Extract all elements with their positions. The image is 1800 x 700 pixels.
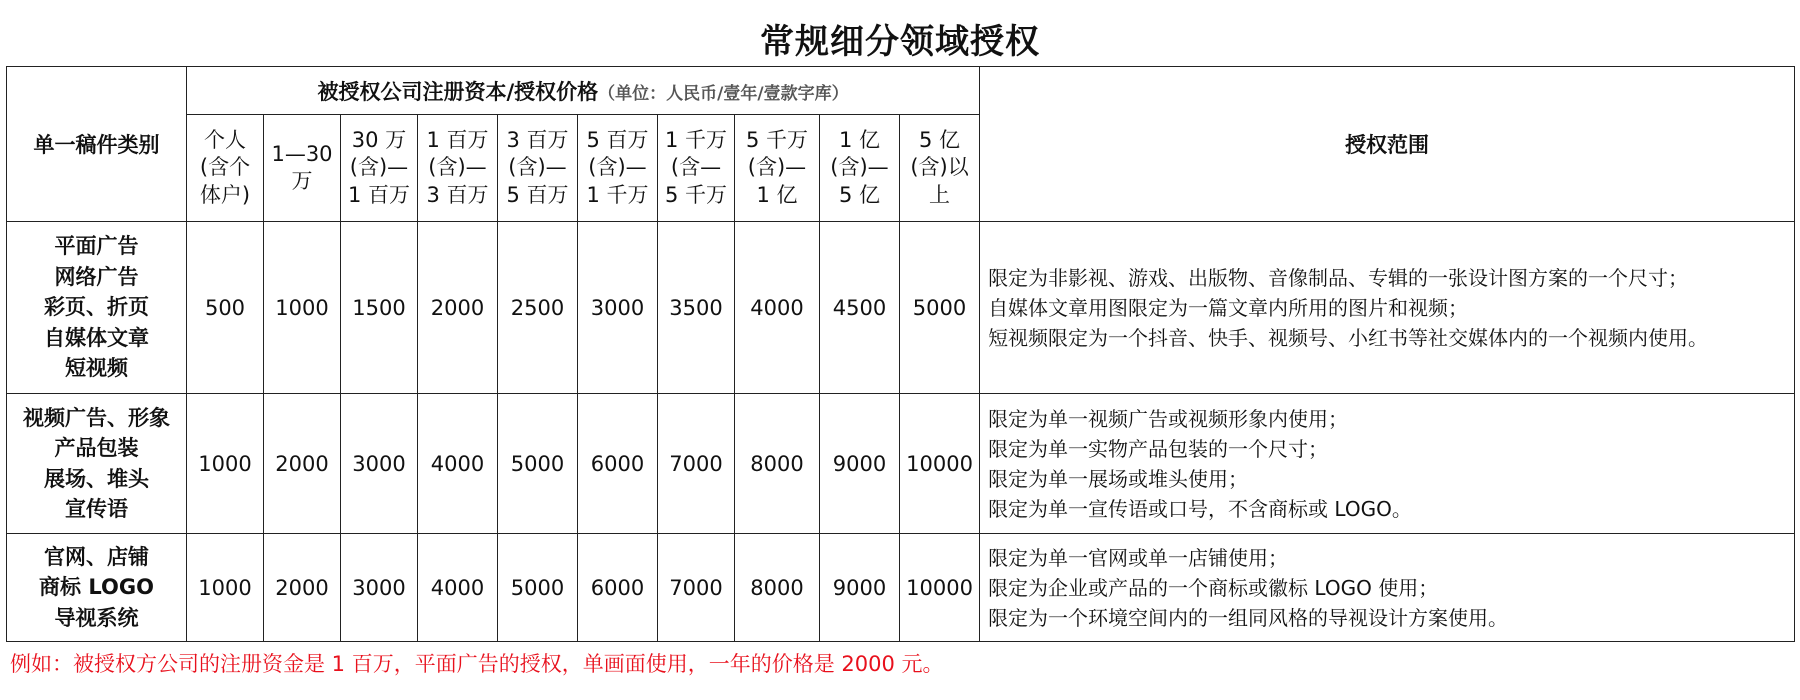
category-line: 自媒体文章 (44, 325, 149, 350)
tier-header-line: 5 千万 (745, 128, 809, 153)
price-cell: 9000 (820, 394, 900, 534)
tier-header (820, 115, 900, 222)
tier-header (264, 115, 341, 222)
tier-header (900, 115, 980, 222)
scope-line: 限定为一个环境空间内的一组同风格的导视设计方案使用。 (988, 605, 1509, 630)
scope-cell (980, 394, 1795, 534)
price-cell: 1000 (264, 222, 341, 394)
tier-header-line: 1 百万 (347, 182, 411, 207)
scope-line: 限定为单一官网或单一店铺使用； (988, 545, 1289, 570)
category-line: 官网、店铺 (44, 544, 149, 569)
price-cell: 1000 (187, 534, 264, 642)
tier-header (187, 115, 264, 222)
tier-header-line: 体户) (199, 182, 251, 207)
example-note: 例如：被授权方公司的注册资金是 1 百万，平面广告的授权，单画面使用，一年的价格是 2000 元。 (10, 652, 944, 676)
tier-header-line: 5 百万 (506, 182, 569, 207)
unit-label: （单位：人民币/壹年/壹款字库） (598, 83, 849, 104)
scope-line: 限定为非影视、游戏、出版物、音像制品、专辑的一张设计图方案的一个尺寸； (988, 265, 1689, 290)
price-cell: 9000 (820, 534, 900, 642)
scope-cell (980, 222, 1795, 394)
price-cell: 7000 (658, 394, 735, 534)
tier-header-line: (含)— (588, 155, 647, 180)
tier-header (498, 115, 578, 222)
scope-header: 授权范围 (980, 67, 1795, 222)
category-cell (7, 222, 187, 394)
category-line: 短视频 (65, 356, 128, 381)
price-cell: 4000 (418, 394, 498, 534)
category-line: 展场、堆头 (44, 466, 149, 491)
table-row (7, 394, 1795, 534)
category-line: 彩页、折页 (44, 295, 149, 320)
price-cell: 6000 (578, 394, 658, 534)
tier-header (418, 115, 498, 222)
tier-header-line: (含)以 (910, 155, 969, 180)
price-cell: 2000 (264, 534, 341, 642)
price-cell: 1000 (187, 394, 264, 534)
price-cell: 2000 (418, 222, 498, 394)
category-cell (7, 394, 187, 534)
price-header-label: 被授权公司注册资本/授权价格 (317, 79, 599, 104)
category-line: 商标 LOGO (39, 575, 154, 600)
price-cell: 2000 (264, 394, 341, 534)
scope-line: 限定为单一视频广告或视频形象内使用； (988, 406, 1349, 431)
scope-line: 自媒体文章用图限定为一篇文章内所用的图片和视频； (988, 295, 1469, 320)
category-line: 视频广告、形象 (23, 405, 170, 430)
tier-header-line: (含)— (508, 155, 567, 180)
category-header: 单一稿件类别 (7, 67, 187, 222)
tier-header-line: 1 百万 (426, 128, 489, 153)
tier-header-line: 5 亿 (838, 182, 881, 207)
category-line: 产品包装 (54, 436, 139, 461)
license-price-table (6, 66, 1795, 642)
price-cell: 8000 (735, 394, 820, 534)
price-cell: 4000 (418, 534, 498, 642)
tier-header-line: 5 亿 (919, 128, 961, 153)
tier-header-line: 1 千万 (586, 182, 649, 207)
category-line: 平面广告 (54, 234, 139, 259)
price-cell: 3000 (578, 222, 658, 394)
tier-header-line: 3 百万 (506, 128, 569, 153)
scope-cell (980, 534, 1795, 642)
scope-line: 限定为企业或产品的一个商标或徽标 LOGO 使用； (988, 575, 1439, 600)
tier-header-line: (含个 (199, 155, 251, 180)
price-cell: 8000 (735, 534, 820, 642)
price-cell: 7000 (658, 534, 735, 642)
tier-header-line: 上 (929, 182, 951, 207)
tier-header-line: (含)— (349, 155, 409, 180)
tier-header-line: 5 百万 (586, 128, 649, 153)
tier-header-line: (含)— (747, 155, 807, 180)
price-cell: 4500 (820, 222, 900, 394)
price-cell: 5000 (498, 394, 578, 534)
price-cell: 10000 (900, 534, 980, 642)
tier-header (658, 115, 735, 222)
category-line: 宣传语 (65, 496, 128, 521)
tier-header-line: 30 万 (351, 128, 407, 153)
price-cell: 5000 (498, 534, 578, 642)
price-header (187, 67, 980, 115)
scope-line: 限定为单一实物产品包装的一个尺寸； (988, 436, 1329, 461)
price-cell: 1500 (341, 222, 418, 394)
tier-header-line: (含)— (428, 155, 487, 180)
tier-header-line: (含)— (830, 155, 889, 180)
price-cell: 5000 (900, 222, 980, 394)
price-cell: 4000 (735, 222, 820, 394)
tier-header (735, 115, 820, 222)
tier-header-line: 5 千万 (664, 182, 728, 207)
page-title: 常规细分领域授权 (760, 22, 1040, 62)
tier-header-line: 个人 (204, 128, 246, 153)
price-cell: 2500 (498, 222, 578, 394)
price-cell: 500 (187, 222, 264, 394)
price-cell: 6000 (578, 534, 658, 642)
category-cell (7, 534, 187, 642)
tier-header (341, 115, 418, 222)
tier-header-line: (含— (670, 155, 722, 180)
scope-line: 限定为单一宣传语或口号，不含商标或 LOGO。 (988, 496, 1412, 521)
category-line: 导视系统 (54, 605, 139, 630)
price-cell: 3000 (341, 394, 418, 534)
price-cell: 10000 (900, 394, 980, 534)
tier-header (578, 115, 658, 222)
tier-header-line: 1—30 (271, 141, 333, 166)
scope-line: 短视频限定为一个抖音、快手、视频号、小红书等社交媒体内的一个视频内使用。 (988, 325, 1709, 350)
table-row (7, 534, 1795, 642)
price-cell: 3000 (341, 534, 418, 642)
scope-line: 限定为单一展场或堆头使用； (988, 466, 1249, 491)
price-cell: 3500 (658, 222, 735, 394)
tier-header-line: 1 千万 (664, 128, 728, 153)
table-row (7, 222, 1795, 394)
tier-header-line: 1 亿 (756, 182, 798, 207)
tier-header-line: 1 亿 (838, 128, 881, 153)
category-line: 网络广告 (54, 264, 139, 289)
tier-header-line: 3 百万 (426, 182, 489, 207)
tier-header-line: 万 (291, 169, 313, 193)
